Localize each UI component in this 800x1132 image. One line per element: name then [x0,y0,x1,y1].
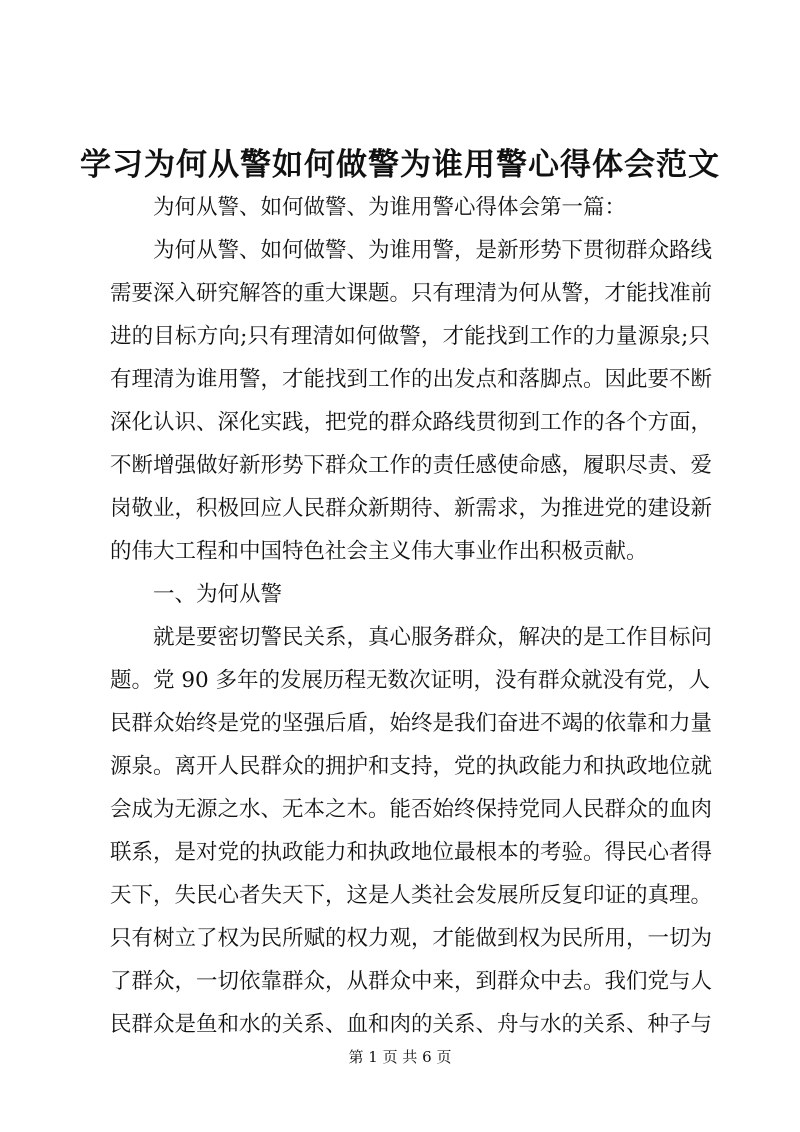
text-line: 题。党 90 多年的发展历程无数次证明，没有群众就没有党，人 [110,668,711,693]
document-title: 学习为何从警如何做警为谁用警心得体会范文 [80,147,720,183]
text-line: 的伟大工程和中国特色社会主义伟大事业作出积极贡献。 [110,539,648,564]
page-number: 第 1 页 共 6 页 [348,1048,452,1066]
text-line: 民群众始终是党的坚强后盾，始终是我们奋进不竭的依靠和力量 [110,711,713,736]
text-line: 不断增强做好新形势下群众工作的责任感使命感，履职尽责、爱 [110,453,713,478]
text-line: 联系，是对党的执政能力和执政地位最根本的考验。得民心者得 [110,840,713,865]
text-line: 为何从警、如何做警、为谁用警，是新形势下贯彻群众路线 [153,238,713,263]
text-line: 进的目标方向;只有理清如何做警，才能找到工作的力量源泉;只 [110,324,710,349]
text-line: 需要深入研究解答的重大课题。只有理清为何从警，才能找准前 [110,281,713,306]
text-line: 有理清为谁用警，才能找到工作的出发点和落脚点。因此要不断 [110,367,713,392]
text-line: 只有树立了权为民所赋的权力观，才能做到权为民所用，一切为 [110,926,713,951]
section-heading-first: 为何从警、如何做警、为谁用警心得体会第一篇： [153,195,627,220]
text-line: 源泉。离开人民群众的拥护和支持，党的执政能力和执政地位就 [110,754,713,779]
text-line: 岗敬业，积极回应人民群众新期待、新需求，为推进党的建设新 [110,496,713,521]
text-line: 就是要密切警民关系，真心服务群众，解决的是工作目标问 [153,625,713,650]
text-line: 天下，失民心者失天下，这是人类社会发展所反复印证的真理。 [110,883,713,908]
text-line: 会成为无源之水、无本之木。能否始终保持党同人民群众的血肉 [110,797,713,822]
section-heading: 一、为何从警 [153,582,283,607]
text-line: 深化认识、深化实践，把党的群众路线贯彻到工作的各个方面， [110,410,713,435]
text-line: 了群众，一切依靠群众，从群众中来，到群众中去。我们党与人 [110,969,713,994]
text-line: 民群众是鱼和水的关系、血和肉的关系、舟与水的关系、种子与 [110,1012,713,1037]
